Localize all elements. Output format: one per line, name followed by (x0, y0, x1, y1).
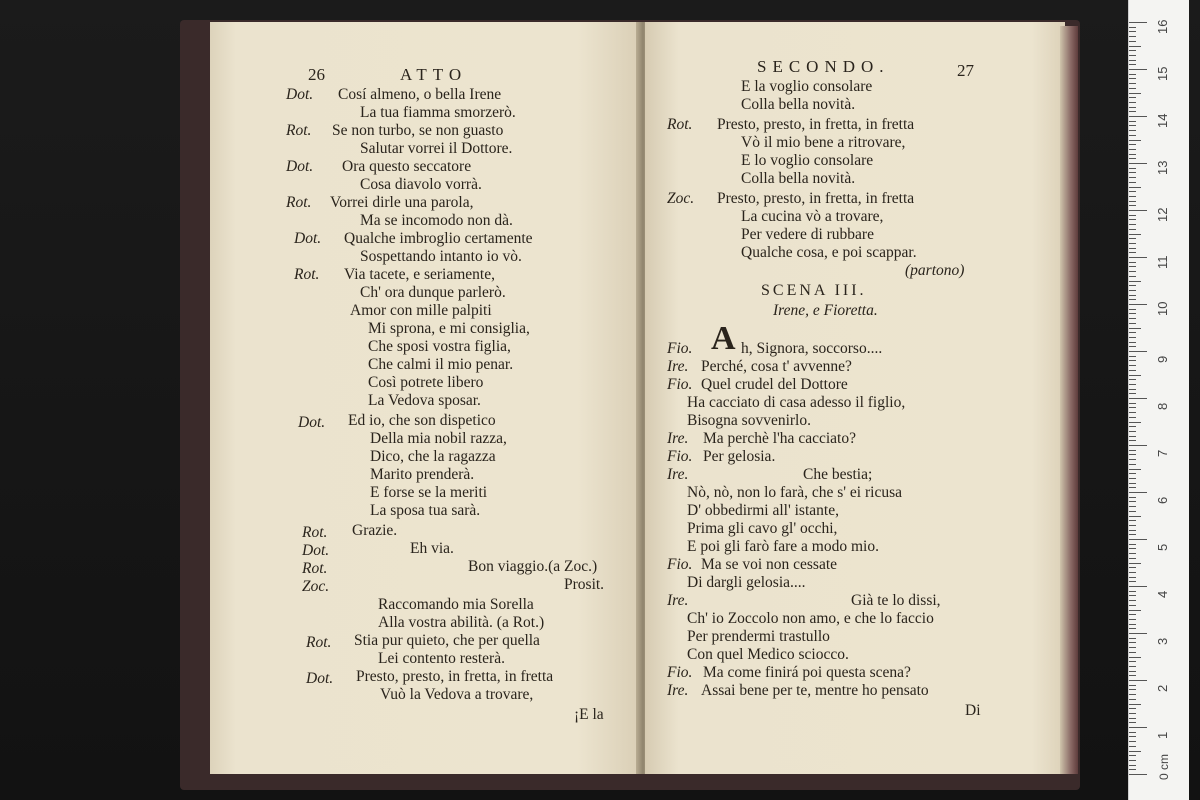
verse-line: h, Signora, soccorso.... (741, 340, 883, 357)
speaker: Dot. (286, 158, 314, 175)
verse-line: Della mia nobil razza, (370, 430, 507, 447)
ruler-tick (1129, 685, 1136, 686)
ruler-tick (1129, 694, 1136, 695)
ruler-tick (1129, 238, 1136, 239)
ruler-tick (1129, 440, 1136, 441)
ruler-tick (1129, 642, 1136, 643)
verse-line: Di dargli gelosia.... (687, 574, 806, 591)
ruler-tick (1129, 299, 1136, 300)
ruler-tick (1129, 727, 1147, 728)
verse-line: Ma perchè l'ha cacciato? (703, 430, 856, 447)
ruler-tick (1129, 295, 1136, 296)
ruler-tick (1129, 398, 1147, 399)
ruler-tick (1129, 774, 1147, 775)
ruler-tick (1129, 746, 1136, 747)
ruler-tick (1129, 501, 1136, 502)
ruler-tick (1129, 422, 1141, 423)
ruler-tick (1129, 285, 1136, 286)
verse-line: Ha cacciato di casa adesso il figlio, (687, 394, 906, 411)
verse-line: E la voglio consolare (741, 78, 873, 95)
ruler-number: 10 (1155, 301, 1170, 316)
ruler-number: 1 (1155, 731, 1170, 739)
ruler-tick (1129, 351, 1147, 352)
speaker: Zoc. (667, 190, 695, 207)
ruler-tick (1129, 722, 1136, 723)
ruler-tick (1129, 581, 1136, 582)
ruler-tick (1129, 158, 1136, 159)
ruler-tick (1129, 252, 1136, 253)
ruler-tick (1129, 577, 1136, 578)
ruler-tick (1129, 276, 1136, 277)
speaker: Dot. (286, 86, 314, 103)
ruler-tick (1129, 525, 1136, 526)
verse-line: Perché, cosa t' avvenne? (701, 358, 852, 375)
stage-direction: (partono) (905, 262, 965, 279)
right-page-number: 27 (957, 61, 974, 80)
ruler-number: 15 (1155, 66, 1170, 81)
speaker: Rot. (302, 560, 328, 577)
verse-line: E forse se la meriti (370, 484, 488, 501)
verse-line: Amor con mille palpiti (350, 302, 492, 319)
verse-line: Colla bella novità. (741, 96, 856, 113)
ruler-tick (1129, 718, 1136, 719)
ruler-tick (1129, 530, 1136, 531)
ruler-tick (1129, 431, 1136, 432)
ruler-tick (1129, 102, 1136, 103)
speaker: Fio. (667, 448, 693, 465)
verse-line: Ch' ora dunque parlerò. (360, 284, 506, 301)
ruler-number: 9 (1155, 355, 1170, 363)
scene-characters: Irene, e Fioretta. (773, 302, 878, 319)
ruler-number: 14 (1155, 113, 1170, 128)
speaker: Zoc. (302, 578, 330, 595)
verse-line: Alla vostra abilità. (a Rot.) (378, 614, 545, 631)
ruler-tick (1129, 638, 1136, 639)
ruler-tick (1129, 539, 1147, 540)
ruler-tick (1129, 563, 1141, 564)
ruler-tick (1129, 78, 1136, 79)
ruler-tick (1129, 140, 1141, 141)
ruler-tick (1129, 407, 1136, 408)
ruler-tick (1129, 483, 1136, 484)
ruler-number: 4 (1155, 590, 1170, 598)
ruler-tick (1129, 243, 1136, 244)
ruler-tick (1129, 187, 1141, 188)
ruler-tick (1129, 205, 1136, 206)
measurement-ruler (1128, 0, 1189, 800)
verse-line: Stia pur quieto, che per quella (354, 632, 540, 649)
verse-line: Che bestia; (803, 466, 873, 483)
ruler-tick (1129, 478, 1136, 479)
ruler-tick (1129, 652, 1136, 653)
ruler-tick (1129, 88, 1136, 89)
verse-line: Vuò la Vedova a trovare, (380, 686, 534, 703)
verse-line: Ch' io Zoccolo non amo, e che lo faccio (687, 610, 934, 627)
verse-line: La Vedova sposar. (368, 392, 481, 409)
verse-line: Se non turbo, se non guasto (332, 122, 504, 139)
verse-line: Raccomando mia Sorella (378, 596, 534, 613)
ruler-tick (1129, 313, 1136, 314)
ruler-tick (1129, 595, 1136, 596)
ruler-tick (1129, 454, 1136, 455)
ruler-tick (1129, 553, 1136, 554)
verse-line: Mi sprona, e mi consiglia, (368, 320, 530, 337)
ruler-tick (1129, 149, 1136, 150)
ruler-tick (1129, 689, 1136, 690)
ruler-tick (1129, 318, 1136, 319)
ruler-tick (1129, 248, 1136, 249)
ruler-tick (1129, 699, 1136, 700)
ruler-tick (1129, 704, 1141, 705)
verse-line: Lei contento resterà. (378, 650, 505, 667)
ruler-tick (1129, 323, 1136, 324)
verse-line: Vorrei dirle una parola, (330, 194, 474, 211)
ruler-tick (1129, 121, 1136, 122)
verse-line: Presto, presto, in fretta, in fretta (356, 668, 554, 685)
speaker: Fio. (667, 664, 693, 681)
ruler-tick (1129, 375, 1141, 376)
verse-line: Vò il mio bene a ritrovare, (741, 134, 906, 151)
ruler-tick (1129, 219, 1136, 220)
verse-line: Assai bene per te, mentre ho pensato (701, 682, 929, 699)
ruler-tick (1129, 229, 1136, 230)
left-page-header: ATTO (400, 65, 468, 84)
verse-line: D' obbedirmi all' istante, (687, 502, 839, 519)
ruler-tick (1129, 154, 1136, 155)
ruler-tick (1129, 459, 1136, 460)
verse-line: La tua fiamma smorzerò. (360, 104, 516, 121)
verse-line: Così potrete libero (368, 374, 484, 391)
ruler-tick (1129, 497, 1136, 498)
ruler-tick (1129, 266, 1136, 267)
right-page-header: SECONDO. (757, 57, 890, 76)
ruler-tick (1129, 647, 1136, 648)
verse-line: Qualche imbroglio certamente (344, 230, 533, 247)
ruler-tick (1129, 445, 1147, 446)
ruler-tick (1129, 224, 1136, 225)
ruler-tick (1129, 290, 1136, 291)
ruler-tick (1129, 356, 1136, 357)
ruler-tick (1129, 271, 1136, 272)
left-page (210, 22, 642, 774)
ruler-tick (1129, 661, 1136, 662)
ruler-tick (1129, 83, 1136, 84)
ruler-tick (1129, 671, 1136, 672)
ruler-tick (1129, 389, 1136, 390)
ruler-tick (1129, 31, 1136, 32)
ruler-tick (1129, 125, 1136, 126)
ruler-tick (1129, 50, 1136, 51)
ruler-tick (1129, 215, 1136, 216)
ruler-tick (1129, 473, 1136, 474)
ruler-tick (1129, 624, 1136, 625)
speaker: Dot. (294, 230, 322, 247)
verse-line: Colla bella novità. (741, 170, 856, 187)
ruler-tick (1129, 708, 1136, 709)
ruler-tick (1129, 403, 1136, 404)
ruler-tick (1129, 393, 1136, 394)
ruler-tick (1129, 116, 1147, 117)
ruler-tick (1129, 365, 1136, 366)
ruler-tick (1129, 412, 1136, 413)
ruler-tick (1129, 511, 1136, 512)
ruler-tick (1129, 196, 1136, 197)
ruler-tick (1129, 614, 1136, 615)
verse-line: Grazie. (352, 522, 398, 539)
verse-line: Per vedere di rubbare (741, 226, 874, 243)
ruler-number: 2 (1155, 684, 1170, 692)
ruler-number: 6 (1155, 496, 1170, 504)
ruler-tick (1129, 492, 1147, 493)
ruler-tick (1129, 168, 1136, 169)
ruler-tick (1129, 337, 1136, 338)
ruler-tick (1129, 741, 1136, 742)
verse-line: Qualche cosa, e poi scappar. (741, 244, 917, 261)
verse-line: Dico, che la ragazza (370, 448, 496, 465)
speaker: Ire. (667, 430, 689, 447)
verse-line: E lo voglio consolare (741, 152, 874, 169)
ruler-tick (1129, 201, 1136, 202)
ruler-number: 12 (1155, 207, 1170, 222)
ruler-tick (1129, 516, 1141, 517)
ruler-tick (1129, 464, 1136, 465)
verse-line: Presto, presto, in fretta, in fretta (717, 190, 915, 207)
ruler-tick (1129, 22, 1147, 23)
verse-line: Sospettando intanto io vò. (360, 248, 522, 265)
speaker: Ire. (667, 358, 689, 375)
ruler-tick (1129, 506, 1136, 507)
ruler-tick (1129, 210, 1147, 211)
ruler-tick (1129, 605, 1136, 606)
ruler-tick (1129, 732, 1136, 733)
ruler-tick (1129, 304, 1147, 305)
ruler-tick (1129, 93, 1141, 94)
ruler-tick (1129, 760, 1136, 761)
ruler-unit-label: 0 cm (1157, 753, 1171, 780)
verse-line: Prima gli cavo gl' occhi, (687, 520, 838, 537)
ruler-tick (1129, 680, 1147, 681)
verse-line: Cosí almeno, o bella Irene (338, 86, 502, 103)
scene-heading: SCENA III. (761, 282, 867, 299)
ruler-tick (1129, 769, 1136, 770)
ruler-tick (1129, 558, 1136, 559)
ruler-tick (1129, 417, 1136, 418)
ruler-tick (1129, 628, 1136, 629)
ruler-tick (1129, 46, 1141, 47)
ruler-number: 11 (1155, 255, 1170, 269)
verse-line: Via tacete, e seriamente, (344, 266, 495, 283)
verse-line: Ora questo seccatore (342, 158, 472, 175)
ruler-tick (1129, 360, 1136, 361)
verse-line: Ma come finirá poi questa scena? (703, 664, 911, 681)
verse-line: Prosit. (564, 576, 605, 593)
ruler-tick (1129, 548, 1136, 549)
verse-line: La cucina vò a trovare, (741, 208, 884, 225)
ruler-tick (1129, 41, 1136, 42)
verse-line: Ma se voi non cessate (701, 556, 838, 573)
speaker: Ire. (667, 466, 689, 483)
ruler-tick (1129, 342, 1136, 343)
verse-line: E poi gli farò fare a modo mio. (687, 538, 879, 555)
ruler-number: 16 (1155, 19, 1170, 34)
ruler-tick (1129, 567, 1136, 568)
verse-line: Bisogna sovvenirlo. (687, 412, 811, 429)
verse-line: Per prendermi trastullo (687, 628, 830, 645)
verse-line: Già te lo dissi, (851, 592, 941, 609)
right-page (645, 22, 1065, 774)
speaker: Rot. (306, 634, 332, 651)
ruler-number: 13 (1155, 160, 1170, 175)
speaker: Dot. (306, 670, 334, 687)
ruler-tick (1129, 60, 1136, 61)
speaker: Rot. (286, 122, 312, 139)
ruler-tick (1129, 633, 1147, 634)
ruler-number: 8 (1155, 402, 1170, 410)
ruler-tick (1129, 765, 1136, 766)
ruler-tick (1129, 469, 1141, 470)
verse-line: Bon viaggio.(a Zoc.) (468, 558, 598, 575)
speaker: Fio. (667, 340, 693, 357)
ruler-tick (1129, 586, 1147, 587)
speaker: Rot. (302, 524, 328, 541)
catchword: Di (965, 702, 981, 719)
ruler-tick (1129, 600, 1136, 601)
verse-line: Marito prenderà. (370, 466, 475, 483)
ruler-tick (1129, 591, 1136, 592)
ruler-tick (1129, 610, 1141, 611)
ruler-tick (1129, 191, 1136, 192)
verse-line: Presto, presto, in fretta, in fretta (717, 116, 915, 133)
ruler-tick (1129, 36, 1136, 37)
ruler-tick (1129, 619, 1136, 620)
ruler-tick (1129, 69, 1147, 70)
verse-line: Quel crudel del Dottore (701, 376, 848, 393)
ruler-tick (1129, 379, 1136, 380)
verse-line: Con quel Medico sciocco. (687, 646, 849, 663)
ruler-tick (1129, 262, 1136, 263)
ruler-tick (1129, 713, 1136, 714)
ruler-number: 7 (1155, 449, 1170, 457)
ruler-tick (1129, 182, 1136, 183)
speaker: Dot. (302, 542, 330, 559)
ruler-tick (1129, 64, 1136, 65)
verse-line: Ed io, che son dispetico (348, 412, 496, 429)
ruler-tick (1129, 675, 1136, 676)
ruler-tick (1129, 234, 1141, 235)
ruler-tick (1129, 27, 1136, 28)
ruler-tick (1129, 74, 1136, 75)
speaker: Rot. (286, 194, 312, 211)
ruler-tick (1129, 111, 1136, 112)
ruler-number: 5 (1155, 543, 1170, 551)
ruler-tick (1129, 426, 1136, 427)
speaker: Ire. (667, 592, 689, 609)
ruler-tick (1129, 177, 1136, 178)
verse-line: Ma se incomodo non dà. (360, 212, 513, 229)
ruler-tick (1129, 487, 1136, 488)
ruler-tick (1129, 736, 1136, 737)
ruler-tick (1129, 666, 1136, 667)
speaker: Fio. (667, 376, 693, 393)
ruler-tick (1129, 55, 1136, 56)
ruler-tick (1129, 332, 1136, 333)
ruler-tick (1129, 107, 1136, 108)
ruler-tick (1129, 346, 1136, 347)
verse-line: Salutar vorrei il Dottore. (360, 140, 513, 157)
ruler-tick (1129, 144, 1136, 145)
ruler-tick (1129, 97, 1136, 98)
ruler-tick (1129, 163, 1147, 164)
speaker: Fio. (667, 556, 693, 573)
ruler-tick (1129, 544, 1136, 545)
catchword: ¡E la (574, 706, 604, 723)
drop-cap: A (711, 320, 736, 357)
speaker: Rot. (667, 116, 693, 133)
ruler-tick (1129, 450, 1136, 451)
ruler-tick (1129, 281, 1141, 282)
ruler-tick (1129, 520, 1136, 521)
ruler-tick (1129, 436, 1136, 437)
ruler-tick (1129, 751, 1141, 752)
ruler-tick (1129, 534, 1136, 535)
ruler-number: 3 (1155, 637, 1170, 645)
ruler-tick (1129, 384, 1136, 385)
ruler-tick (1129, 657, 1141, 658)
ruler-tick (1129, 172, 1136, 173)
ruler-tick (1129, 130, 1136, 131)
verse-line: Che calmi il mio penar. (368, 356, 514, 373)
speaker: Dot. (298, 414, 326, 431)
verse-line: La sposa tua sarà. (370, 502, 481, 519)
ruler-tick (1129, 572, 1136, 573)
verse-line: Nò, nò, non lo farà, che s' ei ricusa (687, 484, 902, 501)
ruler-tick (1129, 135, 1136, 136)
verse-line: Cosa diavolo vorrà. (360, 176, 482, 193)
verse-line: Per gelosia. (703, 448, 776, 465)
book-fore-edge (1060, 26, 1078, 774)
ruler-tick (1129, 328, 1141, 329)
ruler-tick (1129, 370, 1136, 371)
speaker: Rot. (294, 266, 320, 283)
left-page-number: 26 (308, 65, 325, 84)
ruler-tick (1129, 309, 1136, 310)
speaker: Ire. (667, 682, 689, 699)
ruler-tick (1129, 755, 1136, 756)
ruler-tick (1129, 257, 1147, 258)
verse-line: Eh via. (410, 540, 454, 557)
verse-line: Che sposi vostra figlia, (368, 338, 511, 355)
